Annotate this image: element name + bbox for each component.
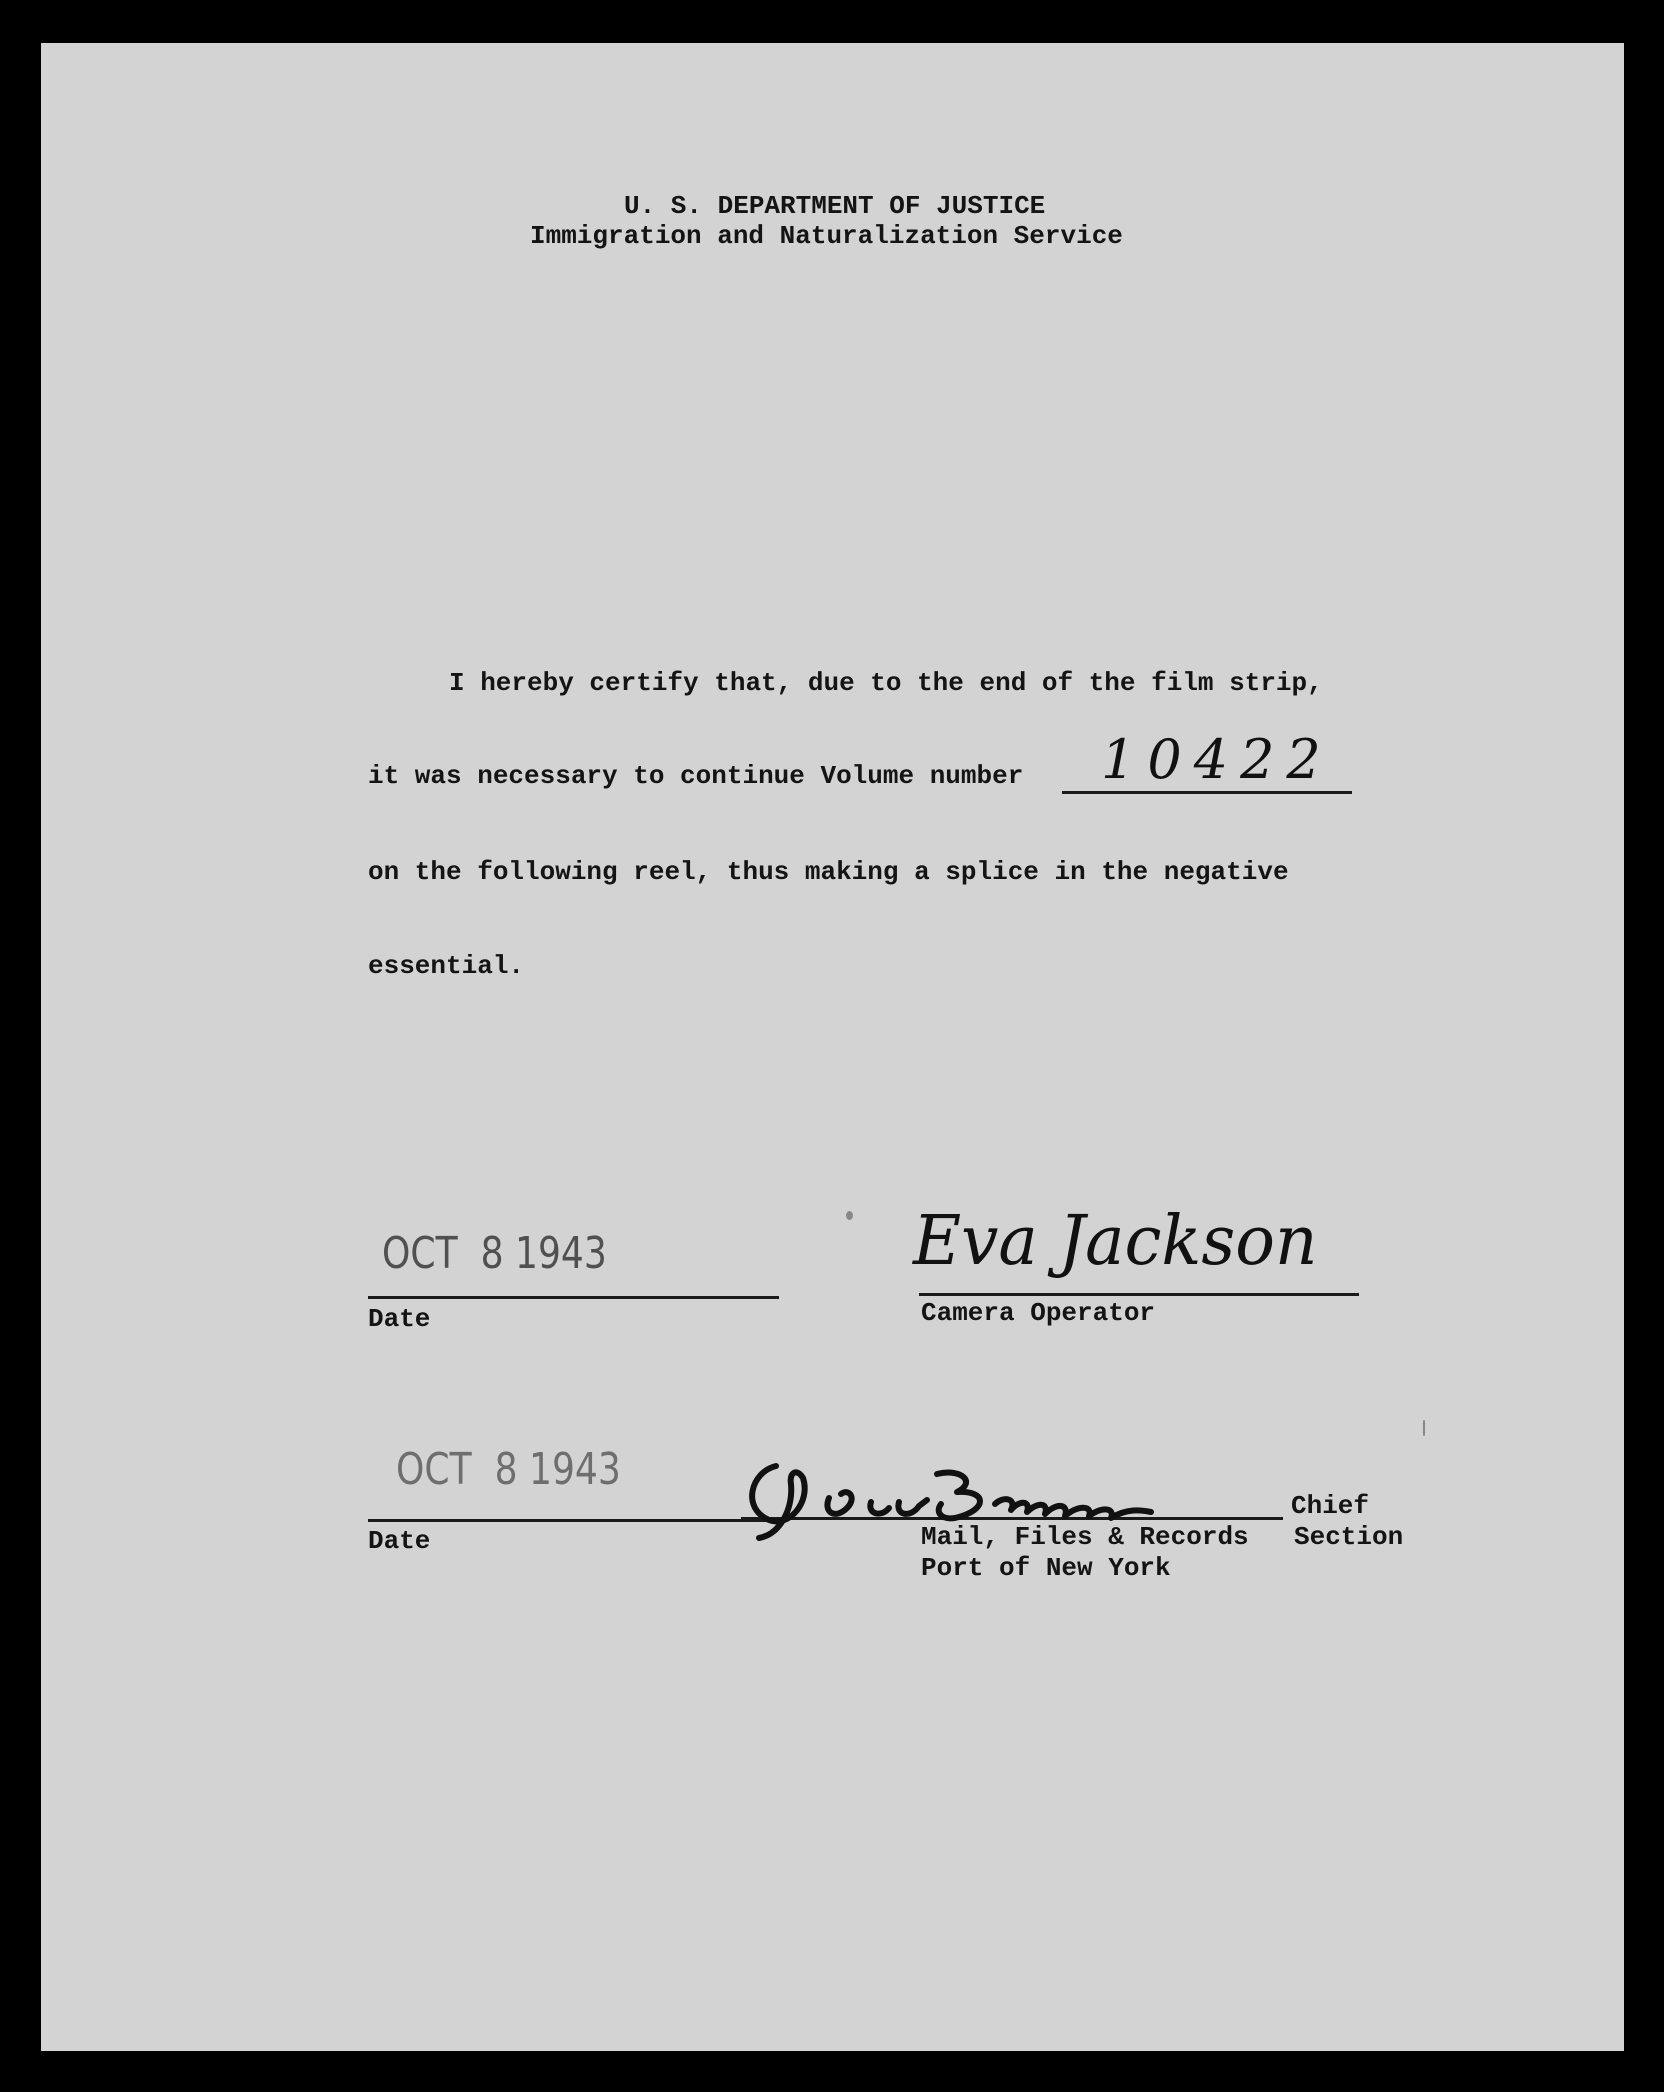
chief-title-chief: Chief bbox=[1291, 1491, 1370, 1521]
certification-line-1: I hereby certify that, due to the end of the film strip, bbox=[449, 668, 1323, 698]
certification-line-2: it was necessary to continue Volume number bbox=[368, 761, 1024, 791]
operator-date-label: Date bbox=[368, 1304, 431, 1334]
operator-date-line bbox=[368, 1296, 779, 1299]
volume-number-underline bbox=[1062, 791, 1352, 794]
chief-title-department: Mail, Files & Records bbox=[921, 1522, 1249, 1552]
agency-heading: U. S. DEPARTMENT OF JUSTICE bbox=[624, 191, 1046, 221]
chief-title-section: Section bbox=[1294, 1522, 1404, 1552]
operator-signature: Eva Jackson bbox=[913, 1202, 1318, 1281]
document-page bbox=[41, 43, 1624, 2051]
operator-title: Camera Operator bbox=[921, 1298, 1156, 1328]
certification-line-4: essential. bbox=[368, 951, 525, 981]
operator-signature-line bbox=[919, 1293, 1359, 1296]
certification-line-3: on the following reel, thus making a splice in the negative bbox=[368, 857, 1289, 887]
chief-title-port: Port of New York bbox=[921, 1553, 1171, 1583]
service-heading: Immigration and Naturalization Service bbox=[530, 221, 1123, 251]
volume-number-handwritten: 10422 bbox=[1101, 728, 1333, 791]
chief-date-line bbox=[368, 1519, 778, 1522]
scan-speck bbox=[846, 1211, 853, 1220]
chief-date-stamp: OCT 8 1943 bbox=[396, 1444, 621, 1495]
chief-date-label: Date bbox=[368, 1526, 431, 1556]
operator-date-stamp: OCT 8 1943 bbox=[382, 1228, 607, 1279]
scan-speck bbox=[1423, 1420, 1425, 1436]
